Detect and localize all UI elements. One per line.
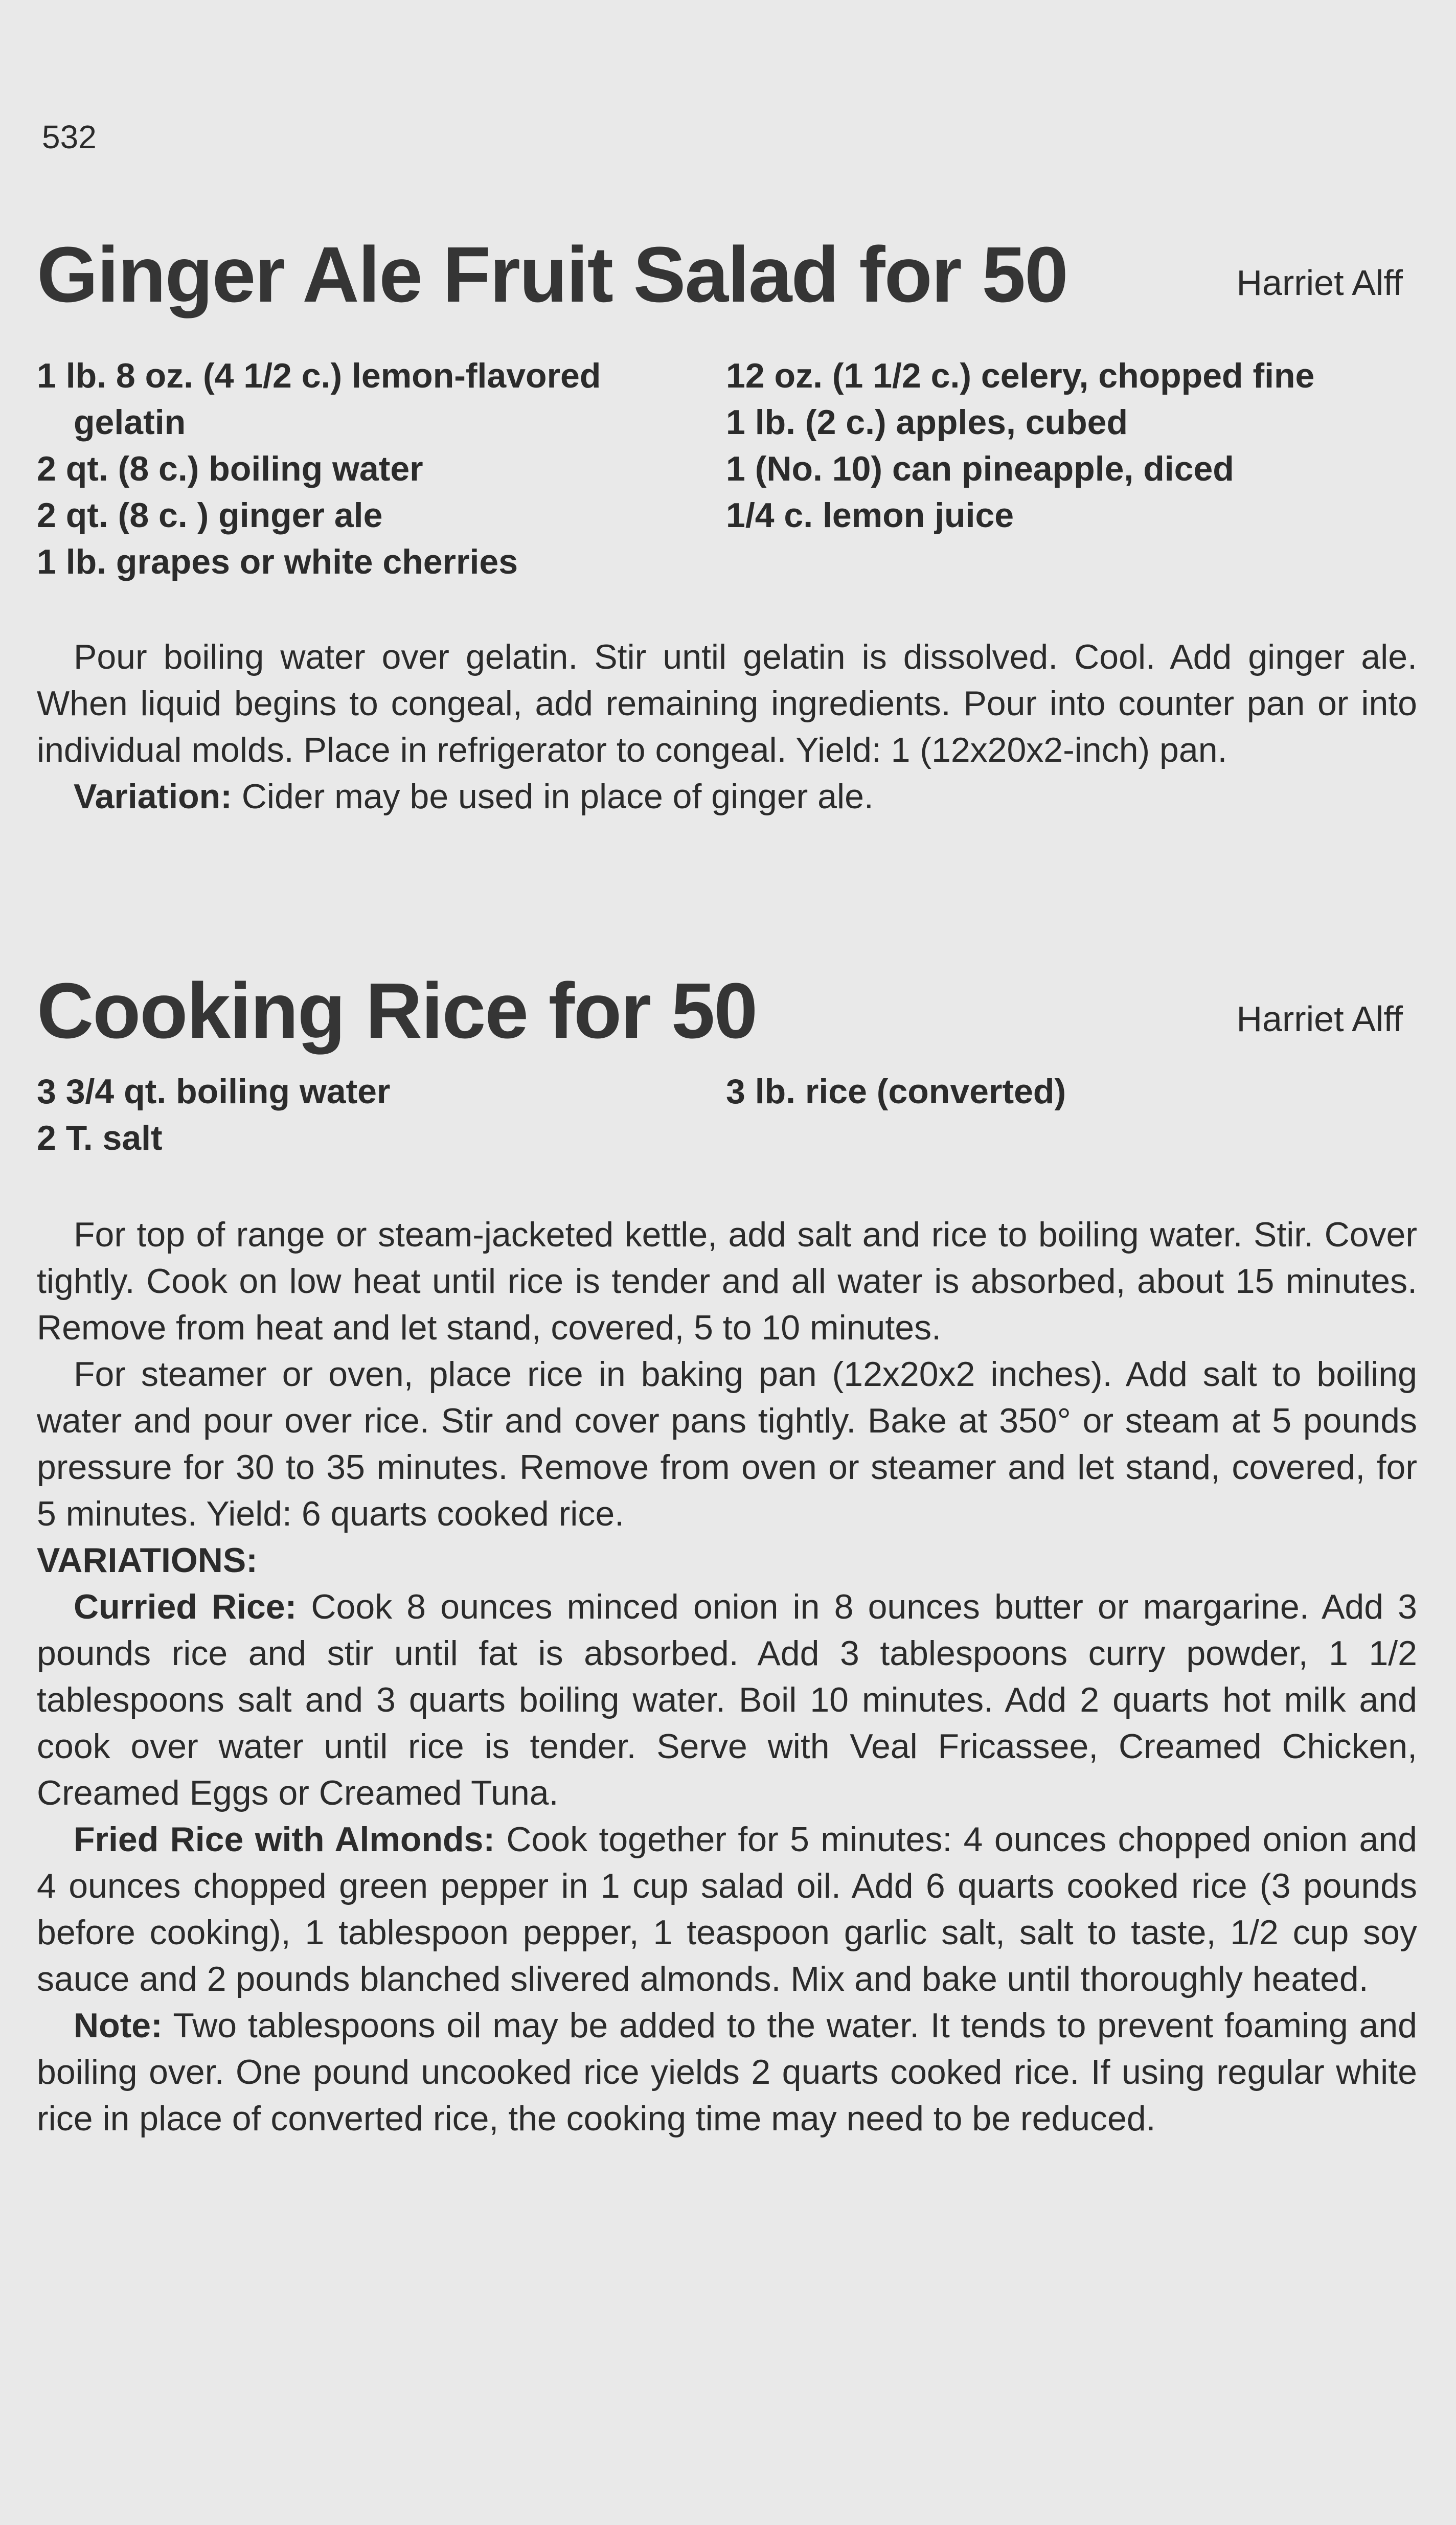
ingredient-column-left: [37, 353, 717, 585]
ingredient-column-right: [726, 1068, 1416, 1115]
variation-text: Cider may be used in place of ginger ale.: [241, 777, 874, 816]
recipe-header: [37, 967, 1417, 1058]
page-number: 532: [42, 119, 97, 155]
directions-paragraph: For steamer or oven, place rice in baking pan (12x20x2 inches). Add salt to boiling water and pour over rice. Stir and cover pans tightly. Bake at 350° or steam at 5 pounds pressure for 30 to 35 minutes. Remove from oven or steamer and let stand, covered, for 5 minutes. Yield: 6 quarts cooked rice.: [37, 1355, 1417, 1533]
ingredient-item: 2 T. salt: [37, 1119, 163, 1157]
note-label: Note:: [74, 2006, 163, 2045]
recipe-header: [37, 231, 1417, 322]
ingredient-item: 1 lb. (2 c.) apples, cubed: [726, 403, 1128, 442]
note-paragraph: [37, 2003, 1417, 2142]
ingredient-item: 3 lb. rice (converted): [726, 1072, 1066, 1111]
ingredient-list: [37, 353, 1417, 588]
recipe-author: Harriet Alff: [1236, 999, 1403, 1039]
recipe-title: Cooking Rice for 50: [37, 967, 757, 1055]
variation-label: Variation:: [74, 777, 232, 816]
variations-heading: VARIATIONS:: [37, 1541, 258, 1580]
ingredient-item: 2 qt. (8 c. ) ginger ale: [37, 496, 383, 535]
variation-curried-rice: [37, 1584, 1417, 1816]
ingredient-item: 1 lb. grapes or white cherries: [37, 542, 518, 581]
directions-paragraph: Pour boiling water over gelatin. Stir until gelatin is dissolved. Cool. Add ginger ale. When liquid begins to congeal, add remaining ingredients. Pour into counter pan or into individual molds. Place in refrigerator to congeal. Yield: 1 (12x20x2-inch) pan.: [37, 638, 1417, 769]
ingredient-item: 3 3/4 qt. boiling water: [37, 1072, 391, 1111]
recipe-directions: [37, 634, 1417, 820]
directions-paragraph: For top of range or steam-jacketed kettle, add salt and rice to boiling water. Stir. Cover tightly. Cook on low heat until rice is tender and all water is absorbed, about 15 minutes. Remove from heat and let stand, covered, 5 to 10 minutes.: [37, 1215, 1417, 1347]
ingredient-item: 2 qt. (8 c.) boiling water: [37, 449, 423, 488]
ingredient-item: 1 lb. 8 oz. (4 1/2 c.) lemon-flavored gelatin: [37, 356, 601, 442]
note-text: Two tablespoons oil may be added to the water. It tends to prevent foaming and boiling over. One pound uncooked rice yields 2 quarts cooked rice. If using regular white rice in place of converted rice, the cooking time may need to be reduced.: [37, 2006, 1417, 2138]
ingredient-column-left: [37, 1068, 717, 1162]
variation-label: Fried Rice with Almonds:: [74, 1820, 495, 1859]
recipe-author: Harriet Alff: [1236, 263, 1403, 303]
recipe-title: Ginger Ale Fruit Salad for 50: [37, 231, 1067, 319]
ingredient-item: 12 oz. (1 1/2 c.) celery, chopped fine: [726, 356, 1315, 395]
recipe-directions: [37, 1212, 1417, 2142]
variation-paragraph: [37, 774, 1417, 820]
variation-label: Curried Rice:: [74, 1587, 297, 1626]
variation-text: Cook together for 5 minutes: 4 ounces chopped onion and 4 ounces chopped green pepper in 1 cup salad oil. Add 6 quarts cooked rice (3 pounds before cooking), 1 tablespoon pepper, 1 teaspoon garlic salt, salt to taste, 1/2 cup soy sauce and 2 pounds blanched slivered almonds. Mix and bake until thoroughly heated.: [37, 1820, 1417, 1998]
recipe-cooking-rice: [37, 967, 1417, 2138]
ingredient-item: 1 (No. 10) can pineapple, diced: [726, 449, 1234, 488]
variation-text: Cook 8 ounces minced onion in 8 ounces butter or margarine. Add 3 pounds rice and stir until fat is absorbed. Add 3 tablespoons curry powder, 1 1/2 tablespoons salt and 3 quarts boiling water. Boil 10 minutes. Add 2 quarts hot milk and cook over water until rice is tender. Serve with Veal Fricassee, Creamed Chicken, Creamed Eggs or Creamed Tuna.: [37, 1587, 1417, 1812]
ingredient-item: 1/4 c. lemon juice: [726, 496, 1014, 535]
recipe-ginger-ale-fruit-salad: [37, 231, 1417, 816]
ingredient-column-right: [726, 353, 1416, 539]
ingredient-list: [37, 1068, 1417, 1166]
variation-fried-rice: [37, 1816, 1417, 2003]
